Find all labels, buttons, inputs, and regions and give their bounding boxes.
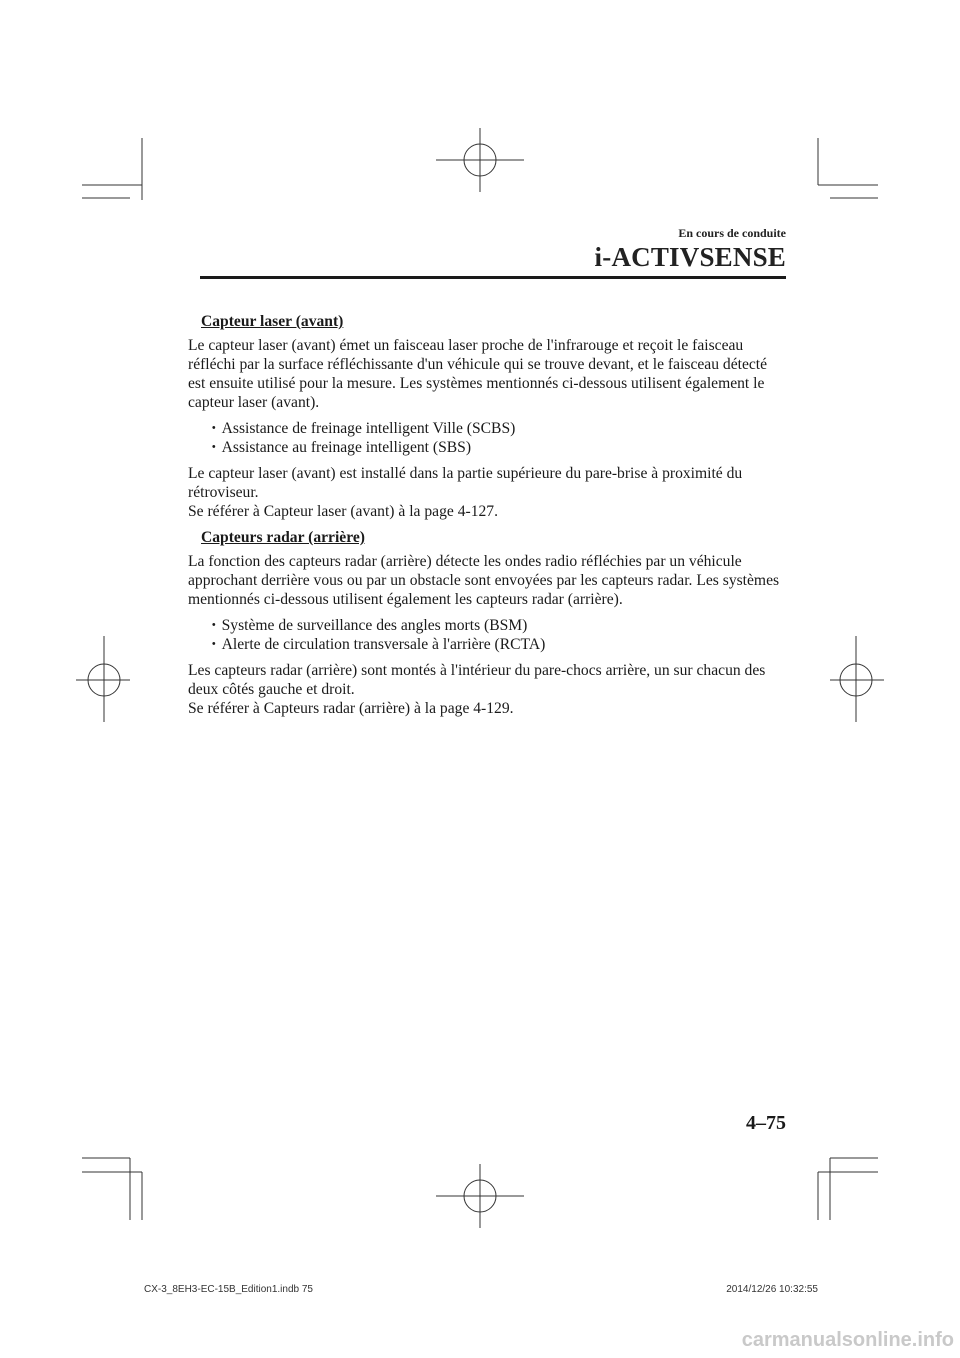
paragraph: Les capteurs radar (arrière) sont montés à l'intérieur du pare-chocs arrière, un sur chacun des deux côtés gauche et droit. [188,662,766,698]
page-reference: Se référer à Capteur laser (avant) à la page 4-127. [188,503,498,520]
section-header: En cours de conduite [678,226,786,240]
paragraph: La fonction des capteurs radar (arrière) détecte les ondes radio réfléchies par un véhicule approchant derrière vous ou par un obstacle sont envoyées par les capteurs radar. Les systèmes mentionnés ci-dessous utilisent également les capteurs radar (arrière). [188,553,780,608]
paragraph: Le capteur laser (avant) émet un faisceau laser proche de l'infrarouge et reçoit le faisceau réfléchi par la surface réfléchissante d'un véhicule qui se trouve devant, et le faisceau détecté est ensuite utilisé pour la mesure. Les systèmes mentionnés ci-dessous utilisent également le capteur laser (avant). [188,337,768,411]
section-radar-sensors [188,528,788,718]
header-rule [200,276,786,279]
section-title: Capteurs radar (arrière) [201,529,365,546]
footer-file: CX-3_8EH3-EC-15B_Edition1.indb 75 [144,1284,313,1295]
watermark: carmanualsonline.info [741,1329,954,1351]
content [188,312,788,725]
page-reference: Se référer à Capteurs radar (arrière) à la page 4-129. [188,700,514,717]
list-item: ・ Alerte de circulation transversale à l'arrière (RCTA) [206,635,788,654]
list-item: ・ Assistance de freinage intelligent Ville (SCBS) [206,419,788,438]
list-item: ・ Système de surveillance des angles morts (BSM) [206,616,788,635]
page-number: 4–75 [746,1112,786,1134]
list-item: ・ Assistance au freinage intelligent (SBS) [206,438,788,457]
bullet-list [206,419,788,457]
bullet-list [206,616,788,654]
page-title: i-ACTIVSENSE [594,242,786,272]
section-laser-sensor [188,312,788,521]
footer-timestamp: 2014/12/26 10:32:55 [726,1284,818,1295]
paragraph: Le capteur laser (avant) est installé dans la partie supérieure du pare-brise à proximité du rétroviseur. [188,465,743,501]
section-title: Capteur laser (avant) [201,313,344,330]
